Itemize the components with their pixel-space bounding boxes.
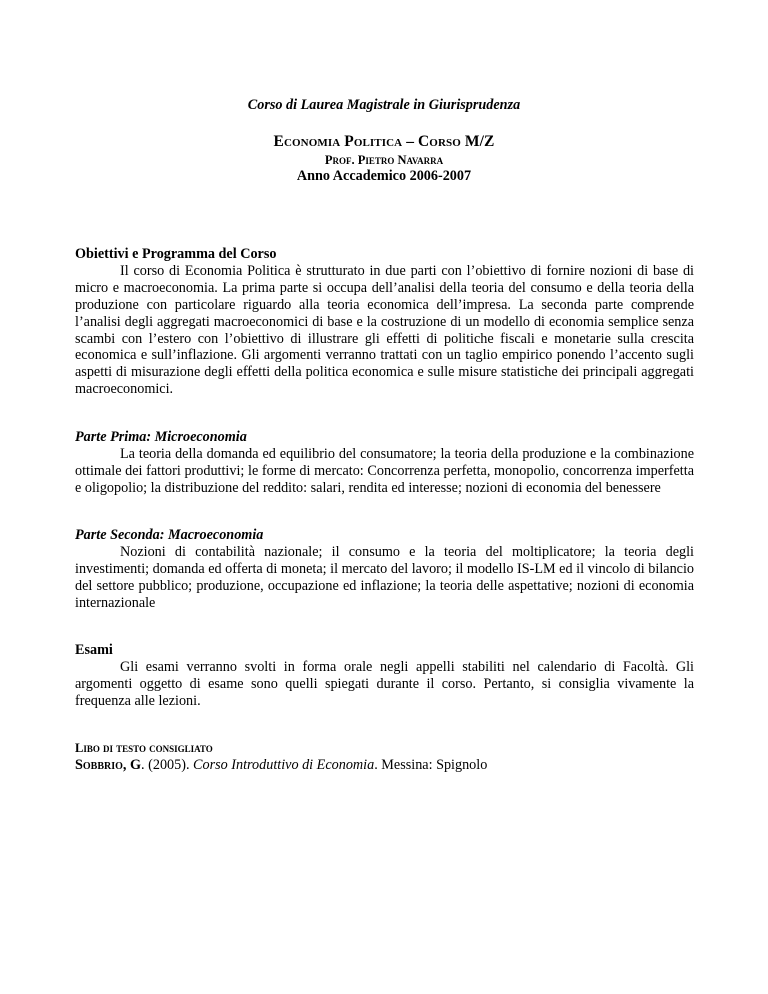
textbook-year: . (2005).	[141, 756, 194, 773]
exams-heading: Esami	[75, 642, 113, 658]
course-title: Economia Politica – Corso M/Z	[273, 133, 495, 150]
objectives-section	[75, 246, 694, 398]
degree-title: Corso di Laurea Magistrale in Giurisprudenza	[247, 97, 521, 113]
objectives-heading: Obiettivi e Programma del Corso	[75, 246, 277, 262]
textbook-section	[75, 740, 694, 774]
part-one-paragraph: La teoria della domanda ed equilibrio del consumatore; la teoria della produzione e la combinazione ottimale dei fattori produttivi; le forme di mercato: Concorrenza perfetta, monopolio, concorrenza imperfetta e oligopolio; la distribuzione del reddito: salari, rendita ed interesse; nozioni di economia del benessere	[75, 445, 694, 496]
part-two-section	[75, 527, 694, 612]
objectives-paragraph: Il corso di Economia Politica è strutturato in due parti con l’obiettivo di fornire nozioni di base di micro e macroeconomia. La prima parte si occupa dell’analisi della teoria del consumo e della teoria della produzione con particolare riguardo alla teoria economica dell’impresa. La seconda parte comprende l’analisi degli aggregati macroeconomici di base e la costruzione di un modello di economia semplice senza scambi con l’estero con l’obiettivo di illustrare gli effetti di politiche fiscali e monetarie sulla crescita economica e sull’inflazione. Gli argomenti verranno trattati con un taglio empirico ponendo l’accento sugli aspetti di misurazione degli effetti della politica economica e sulle misure statistiche dei principali aggregati macroeconomici.	[75, 262, 694, 398]
textbook-heading: Libo di testo consigliato	[75, 741, 213, 755]
part-two-paragraph: Nozioni di contabilità nazionale; il consumo e la teoria del moltiplicatore; la teoria degli investimenti; domanda ed offerta di moneta; il mercato del lavoro; il modello IS-LM ed il vincolo di bilancio del settore pubblico; produzione, occupazione ed inflazione; la teoria delle aspettative; nozioni di economia internazionale	[75, 543, 694, 611]
textbook-title: Corso Introduttivo di Economia	[193, 756, 375, 773]
part-two-heading: Parte Seconda: Macroeconomia	[75, 527, 264, 543]
professor-name: Prof. Pietro Navarra	[324, 153, 444, 167]
exams-paragraph: Gli esami verranno svolti in forma orale negli appelli stabiliti nel calendario di Facoltà. Gli argomenti oggetto di esame sono quelli spiegati durante il corso. Pertanto, si consiglia vivamente la frequenza alle lezioni.	[75, 658, 694, 709]
exams-section	[75, 642, 694, 710]
textbook-reference	[75, 757, 694, 774]
academic-year: Anno Accademico 2006-2007	[296, 168, 472, 184]
textbook-author: Sobbrio, G	[75, 756, 142, 773]
textbook-publisher: . Messina: Spignolo	[374, 756, 488, 773]
part-one-section	[75, 429, 694, 497]
part-one-heading: Parte Prima: Microeconomia	[75, 429, 247, 445]
